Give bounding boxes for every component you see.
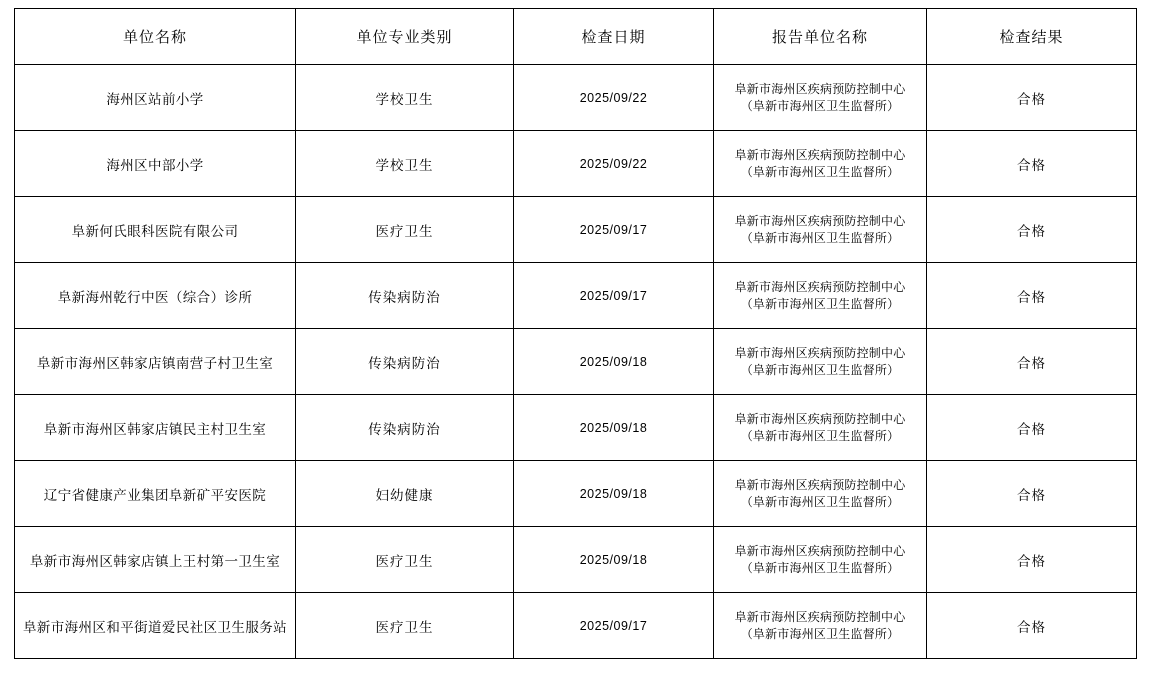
table-row [15,461,1137,527]
report-unit-line-1: 阜新市海州区疾病预防控制中心 [734,477,906,492]
cell-unit-name: 阜新何氏眼科医院有限公司 [15,197,296,263]
cell-inspect-date: 2025/09/22 [514,131,714,197]
table-row [15,263,1137,329]
cell-inspect-date: 2025/09/18 [514,395,714,461]
cell-result: 合格 [927,197,1137,263]
cell-unit-category: 医疗卫生 [296,527,514,593]
report-unit-line-1: 阜新市海州区疾病预防控制中心 [734,213,906,228]
cell-result: 合格 [927,263,1137,329]
table-row [15,65,1137,131]
cell-result: 合格 [927,527,1137,593]
report-unit-line-2: （阜新市海州区卫生监督所） [740,560,900,575]
cell-inspect-date: 2025/09/18 [514,527,714,593]
cell-unit-name: 阜新市海州区韩家店镇南营子村卫生室 [15,329,296,395]
cell-report-unit [714,263,927,329]
report-unit-line-2: （阜新市海州区卫生监督所） [740,164,900,179]
cell-unit-name: 海州区站前小学 [15,65,296,131]
inspection-results-table [14,8,1137,659]
table-row [15,197,1137,263]
table-header [15,9,1137,65]
cell-result: 合格 [927,329,1137,395]
column-header-unit-category: 单位专业类别 [296,9,514,65]
column-header-report-unit: 报告单位名称 [714,9,927,65]
column-header-result: 检查结果 [927,9,1137,65]
table-row [15,527,1137,593]
cell-result: 合格 [927,461,1137,527]
cell-inspect-date: 2025/09/17 [514,593,714,659]
cell-unit-category: 学校卫生 [296,131,514,197]
cell-report-unit [714,461,927,527]
cell-inspect-date: 2025/09/17 [514,197,714,263]
report-unit-line-2: （阜新市海州区卫生监督所） [740,362,900,377]
report-unit-line-2: （阜新市海州区卫生监督所） [740,494,900,509]
table-row [15,395,1137,461]
report-unit-line-2: （阜新市海州区卫生监督所） [740,626,900,641]
report-unit-line-1: 阜新市海州区疾病预防控制中心 [734,609,906,624]
cell-report-unit [714,593,927,659]
cell-unit-name: 辽宁省健康产业集团阜新矿平安医院 [15,461,296,527]
column-header-unit-name: 单位名称 [15,9,296,65]
table-row [15,131,1137,197]
cell-report-unit [714,527,927,593]
report-unit-line-1: 阜新市海州区疾病预防控制中心 [734,147,906,162]
report-unit-line-1: 阜新市海州区疾病预防控制中心 [734,345,906,360]
column-header-inspect-date: 检查日期 [514,9,714,65]
cell-report-unit [714,131,927,197]
report-unit-line-2: （阜新市海州区卫生监督所） [740,428,900,443]
cell-result: 合格 [927,65,1137,131]
table-row [15,329,1137,395]
report-unit-line-2: （阜新市海州区卫生监督所） [740,230,900,245]
table-body [15,65,1137,659]
report-unit-line-1: 阜新市海州区疾病预防控制中心 [734,543,906,558]
cell-result: 合格 [927,131,1137,197]
cell-unit-name: 阜新市海州区和平街道爱民社区卫生服务站 [15,593,296,659]
cell-report-unit [714,395,927,461]
table-header-row [15,9,1137,65]
cell-inspect-date: 2025/09/18 [514,461,714,527]
cell-inspect-date: 2025/09/17 [514,263,714,329]
cell-inspect-date: 2025/09/22 [514,65,714,131]
cell-unit-category: 传染病防治 [296,395,514,461]
cell-unit-name: 阜新市海州区韩家店镇上王村第一卫生室 [15,527,296,593]
cell-result: 合格 [927,395,1137,461]
cell-unit-category: 妇幼健康 [296,461,514,527]
cell-inspect-date: 2025/09/18 [514,329,714,395]
cell-report-unit [714,65,927,131]
report-unit-line-2: （阜新市海州区卫生监督所） [740,98,900,113]
report-unit-line-1: 阜新市海州区疾病预防控制中心 [734,81,906,96]
cell-unit-category: 传染病防治 [296,329,514,395]
cell-report-unit [714,197,927,263]
cell-report-unit [714,329,927,395]
report-unit-line-1: 阜新市海州区疾病预防控制中心 [734,279,906,294]
cell-unit-name: 海州区中部小学 [15,131,296,197]
cell-unit-name: 阜新市海州区韩家店镇民主村卫生室 [15,395,296,461]
cell-unit-category: 学校卫生 [296,65,514,131]
cell-unit-category: 医疗卫生 [296,197,514,263]
report-unit-line-2: （阜新市海州区卫生监督所） [740,296,900,311]
cell-result: 合格 [927,593,1137,659]
cell-unit-category: 医疗卫生 [296,593,514,659]
cell-unit-name: 阜新海州乾行中医（综合）诊所 [15,263,296,329]
table-row [15,593,1137,659]
report-unit-line-1: 阜新市海州区疾病预防控制中心 [734,411,906,426]
cell-unit-category: 传染病防治 [296,263,514,329]
